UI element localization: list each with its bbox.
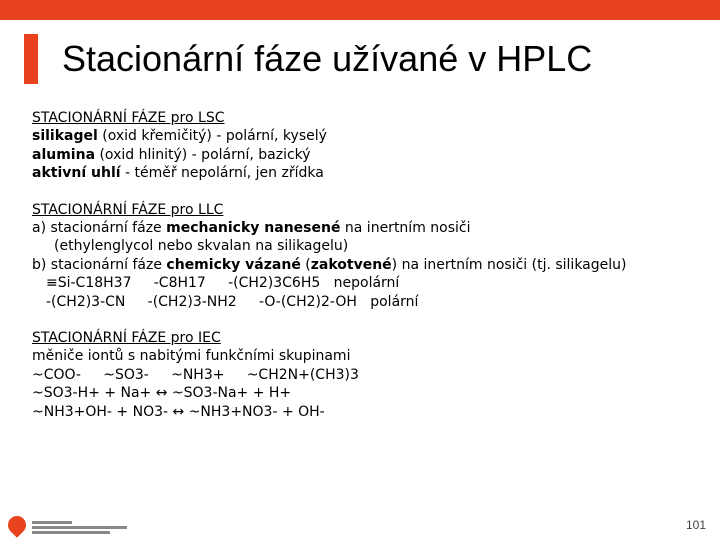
section-iec bbox=[32, 329, 692, 421]
description: (oxid hlinitý) - polární, bazický bbox=[95, 146, 311, 163]
top-accent-bar bbox=[0, 0, 720, 20]
iec-reaction: ~NH3+OH- + NO3- ↔ ~NH3+NO3- + OH- bbox=[32, 403, 325, 420]
llc-item-a bbox=[32, 219, 692, 237]
iec-groups: ~COO- ~SO3- ~NH3+ ~CH2N+(CH3)3 bbox=[32, 366, 359, 383]
iec-reaction: ~SO3-H+ + Na+ ↔ ~SO3-Na+ + H+ bbox=[32, 385, 292, 402]
text: ( bbox=[300, 256, 311, 273]
term: silikagel bbox=[32, 128, 98, 145]
slide-title: Stacionární fáze užívané v HPLC bbox=[62, 38, 593, 79]
iec-heading: STACIONÁRNÍ FÁZE pro IEC bbox=[32, 330, 221, 347]
term: zakotvené bbox=[310, 256, 392, 273]
title-marker bbox=[24, 34, 38, 84]
section-llc bbox=[32, 201, 692, 311]
text: a) stacionární fáze bbox=[32, 220, 167, 237]
description: (oxid křemičitý) - polární, kyselý bbox=[97, 128, 327, 145]
university-logo bbox=[8, 512, 138, 538]
lsc-heading: STACIONÁRNÍ FÁZE pro LSC bbox=[32, 110, 225, 126]
term: mechanicky nanesené bbox=[166, 220, 341, 237]
term: chemicky vázané bbox=[166, 256, 301, 273]
nonpolar-groups: ≡Si-C18H37 -C8H17 -(CH2)3C6H5 nepolární bbox=[46, 275, 400, 292]
polar-groups: -(CH2)3-CN -(CH2)3-NH2 -O-(CH2)2-OH polární bbox=[46, 293, 419, 310]
text: b) stacionární fáze bbox=[32, 256, 167, 273]
iec-line: měniče iontů s nabitými funkčními skupinami bbox=[32, 348, 351, 365]
llc-item-b bbox=[32, 256, 692, 274]
text: na inertním nosiči bbox=[340, 220, 471, 237]
slide-content bbox=[32, 109, 692, 439]
text: ) na inertním nosiči (tj. silikagelu) bbox=[391, 256, 627, 273]
llc-heading: STACIONÁRNÍ FÁZE pro LLC bbox=[32, 201, 224, 218]
logo-text-lines bbox=[32, 521, 132, 536]
lsc-item bbox=[32, 164, 692, 182]
description: - téměř nepolární, jen zřídka bbox=[120, 165, 324, 182]
llc-item-a-detail: (ethylenglycol nebo skvalan na silikagelu) bbox=[54, 238, 349, 255]
drop-icon bbox=[4, 512, 29, 537]
term: alumina bbox=[32, 146, 96, 163]
lsc-item bbox=[32, 146, 692, 164]
section-lsc bbox=[32, 109, 692, 183]
page-number: 101 bbox=[686, 518, 707, 532]
lsc-item bbox=[32, 127, 692, 145]
term: aktivní uhlí bbox=[32, 165, 121, 182]
